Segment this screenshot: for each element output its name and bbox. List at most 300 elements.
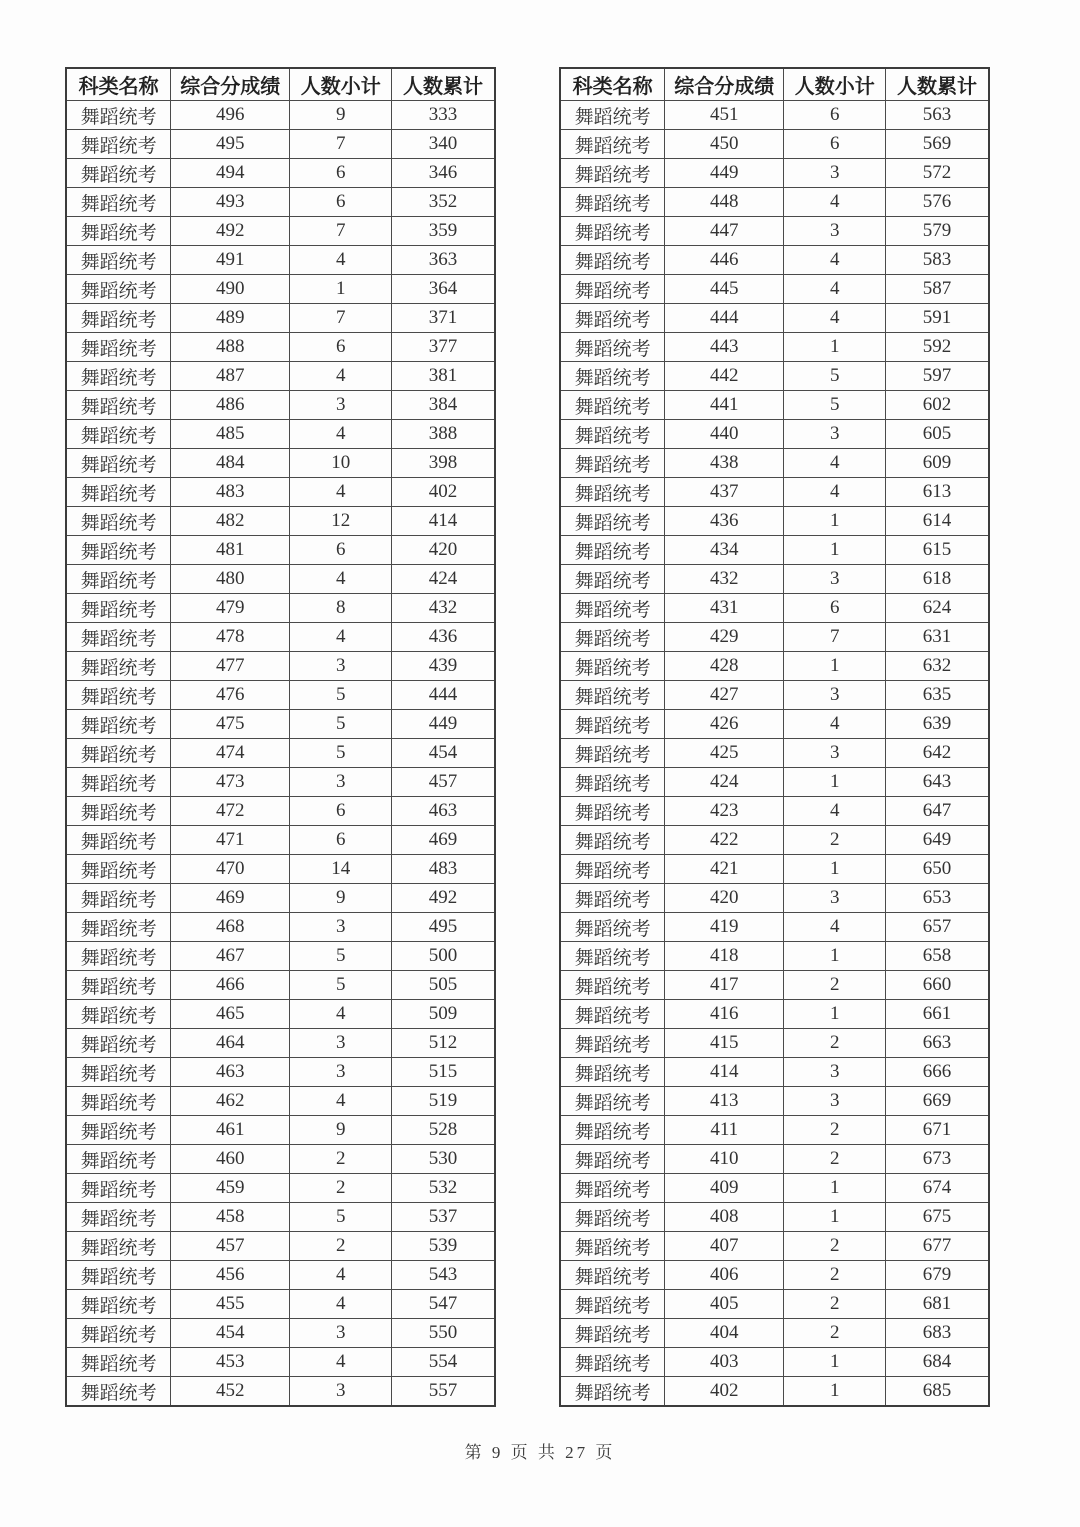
category-cell: 舞蹈统考 [66,130,171,159]
table-row [560,710,989,739]
count-cell: 1 [290,275,392,304]
category-cell: 舞蹈统考 [66,1348,171,1377]
cumulative-cell: 639 [886,710,989,739]
column-header: 科类名称 [66,68,171,101]
score-cell: 405 [665,1290,784,1319]
count-cell: 3 [290,1377,392,1407]
table-row [66,507,495,536]
count-cell: 2 [290,1145,392,1174]
count-cell: 3 [290,768,392,797]
score-cell: 404 [665,1319,784,1348]
cumulative-cell: 605 [886,420,989,449]
score-cell: 490 [171,275,290,304]
table-row [560,565,989,594]
table-row [66,1058,495,1087]
score-cell: 479 [171,594,290,623]
category-cell: 舞蹈统考 [66,449,171,478]
cumulative-cell: 371 [392,304,495,333]
category-cell: 舞蹈统考 [560,681,665,710]
count-cell: 4 [784,449,886,478]
table-row [560,1348,989,1377]
cumulative-cell: 647 [886,797,989,826]
table-row [560,1261,989,1290]
count-cell: 7 [784,623,886,652]
cumulative-cell: 624 [886,594,989,623]
count-cell: 4 [290,478,392,507]
table-row [66,942,495,971]
table-row [66,565,495,594]
category-cell: 舞蹈统考 [560,623,665,652]
category-cell: 舞蹈统考 [66,826,171,855]
table-row [66,681,495,710]
count-cell: 6 [784,130,886,159]
table-row [66,1203,495,1232]
category-cell: 舞蹈统考 [66,623,171,652]
category-cell: 舞蹈统考 [560,391,665,420]
cumulative-cell: 649 [886,826,989,855]
score-cell: 463 [171,1058,290,1087]
table-row [560,420,989,449]
score-cell: 470 [171,855,290,884]
cumulative-cell: 650 [886,855,989,884]
count-cell: 9 [290,101,392,130]
score-cell: 409 [665,1174,784,1203]
count-cell: 4 [290,1290,392,1319]
table-row [66,217,495,246]
cumulative-cell: 537 [392,1203,495,1232]
cumulative-cell: 436 [392,623,495,652]
table-row [66,1145,495,1174]
count-cell: 5 [290,739,392,768]
count-cell: 2 [784,971,886,1000]
table-row [560,1203,989,1232]
count-cell: 3 [784,159,886,188]
count-cell: 3 [290,1058,392,1087]
category-cell: 舞蹈统考 [66,565,171,594]
tables-container [65,67,990,1407]
table-row [66,652,495,681]
table-row [560,855,989,884]
cumulative-cell: 359 [392,217,495,246]
cumulative-cell: 683 [886,1319,989,1348]
cumulative-cell: 483 [392,855,495,884]
score-cell: 418 [665,942,784,971]
score-cell: 459 [171,1174,290,1203]
count-cell: 4 [784,710,886,739]
count-cell: 9 [290,1116,392,1145]
table-row [560,1174,989,1203]
score-cell: 465 [171,1000,290,1029]
cumulative-cell: 554 [392,1348,495,1377]
category-cell: 舞蹈统考 [66,362,171,391]
category-cell: 舞蹈统考 [66,768,171,797]
score-cell: 485 [171,420,290,449]
cumulative-cell: 569 [886,130,989,159]
score-cell: 415 [665,1029,784,1058]
score-cell: 428 [665,652,784,681]
cumulative-cell: 685 [886,1377,989,1407]
score-cell: 434 [665,536,784,565]
category-cell: 舞蹈统考 [560,1087,665,1116]
table-row [560,1145,989,1174]
count-cell: 5 [290,971,392,1000]
table-row [66,478,495,507]
score-cell: 464 [171,1029,290,1058]
score-cell: 427 [665,681,784,710]
score-cell: 417 [665,971,784,1000]
category-cell: 舞蹈统考 [66,217,171,246]
table-row [560,739,989,768]
count-cell: 1 [784,507,886,536]
table-row [560,1232,989,1261]
count-cell: 3 [784,884,886,913]
category-cell: 舞蹈统考 [66,1174,171,1203]
cumulative-cell: 424 [392,565,495,594]
score-cell: 414 [665,1058,784,1087]
cumulative-cell: 550 [392,1319,495,1348]
score-cell: 453 [171,1348,290,1377]
category-cell: 舞蹈统考 [560,565,665,594]
count-cell: 1 [784,768,886,797]
score-cell: 478 [171,623,290,652]
cumulative-cell: 635 [886,681,989,710]
count-cell: 3 [290,391,392,420]
column-header: 人数累计 [886,68,989,101]
cumulative-cell: 519 [392,1087,495,1116]
score-cell: 489 [171,304,290,333]
score-cell: 471 [171,826,290,855]
count-cell: 4 [784,304,886,333]
cumulative-cell: 632 [886,652,989,681]
score-cell: 422 [665,826,784,855]
category-cell: 舞蹈统考 [560,594,665,623]
cumulative-cell: 666 [886,1058,989,1087]
count-cell: 1 [784,855,886,884]
category-cell: 舞蹈统考 [560,478,665,507]
table-row [66,1116,495,1145]
count-cell: 6 [784,594,886,623]
cumulative-cell: 364 [392,275,495,304]
table-row [560,797,989,826]
cumulative-cell: 539 [392,1232,495,1261]
table-row [560,1029,989,1058]
table-row [66,536,495,565]
table-row [66,449,495,478]
score-cell: 447 [665,217,784,246]
category-cell: 舞蹈统考 [66,159,171,188]
column-header: 人数小计 [290,68,392,101]
count-cell: 4 [784,188,886,217]
table-row [560,362,989,391]
table-row [560,913,989,942]
score-cell: 442 [665,362,784,391]
cumulative-cell: 673 [886,1145,989,1174]
cumulative-cell: 515 [392,1058,495,1087]
count-cell: 4 [784,478,886,507]
count-cell: 1 [784,536,886,565]
cumulative-cell: 631 [886,623,989,652]
table-row [66,826,495,855]
cumulative-cell: 669 [886,1087,989,1116]
category-cell: 舞蹈统考 [560,1058,665,1087]
count-cell: 7 [290,130,392,159]
count-cell: 2 [784,826,886,855]
table-row [66,130,495,159]
table-row [560,246,989,275]
category-cell: 舞蹈统考 [66,1261,171,1290]
score-cell: 449 [665,159,784,188]
score-cell: 423 [665,797,784,826]
category-cell: 舞蹈统考 [66,1290,171,1319]
category-cell: 舞蹈统考 [66,275,171,304]
category-cell: 舞蹈统考 [66,681,171,710]
column-header: 综合分成绩 [665,68,784,101]
count-cell: 5 [290,1203,392,1232]
cumulative-cell: 677 [886,1232,989,1261]
count-cell: 3 [784,1058,886,1087]
table-row [66,1290,495,1319]
count-cell: 4 [290,1348,392,1377]
cumulative-cell: 563 [886,101,989,130]
count-cell: 1 [784,652,886,681]
cumulative-cell: 557 [392,1377,495,1407]
cumulative-cell: 572 [886,159,989,188]
table-row [66,623,495,652]
category-cell: 舞蹈统考 [560,652,665,681]
score-cell: 407 [665,1232,784,1261]
category-cell: 舞蹈统考 [560,449,665,478]
category-cell: 舞蹈统考 [560,855,665,884]
score-cell: 466 [171,971,290,1000]
category-cell: 舞蹈统考 [66,594,171,623]
score-cell: 429 [665,623,784,652]
category-cell: 舞蹈统考 [560,913,665,942]
table-row [66,1261,495,1290]
column-header: 综合分成绩 [171,68,290,101]
cumulative-cell: 532 [392,1174,495,1203]
count-cell: 1 [784,1174,886,1203]
count-cell: 5 [290,710,392,739]
category-cell: 舞蹈统考 [66,739,171,768]
table-row [66,275,495,304]
category-cell: 舞蹈统考 [66,710,171,739]
table-row [560,826,989,855]
table-row [560,623,989,652]
category-cell: 舞蹈统考 [66,188,171,217]
cumulative-cell: 660 [886,971,989,1000]
category-cell: 舞蹈统考 [560,333,665,362]
count-cell: 6 [784,101,886,130]
score-cell: 477 [171,652,290,681]
table-row [66,391,495,420]
score-cell: 445 [665,275,784,304]
count-cell: 1 [784,1377,886,1407]
table-row [560,536,989,565]
cumulative-cell: 398 [392,449,495,478]
score-cell: 413 [665,1087,784,1116]
score-cell: 469 [171,884,290,913]
table-row [560,304,989,333]
count-cell: 5 [290,942,392,971]
category-cell: 舞蹈统考 [560,971,665,1000]
table-row [560,275,989,304]
score-cell: 436 [665,507,784,536]
table-row [560,884,989,913]
score-cell: 473 [171,768,290,797]
count-cell: 6 [290,826,392,855]
cumulative-cell: 547 [392,1290,495,1319]
cumulative-cell: 643 [886,768,989,797]
category-cell: 舞蹈统考 [560,217,665,246]
category-cell: 舞蹈统考 [560,1116,665,1145]
table-row [66,1232,495,1261]
table-row [66,1087,495,1116]
category-cell: 舞蹈统考 [66,855,171,884]
score-cell: 472 [171,797,290,826]
score-cell: 419 [665,913,784,942]
count-cell: 10 [290,449,392,478]
category-cell: 舞蹈统考 [560,507,665,536]
table-row [66,855,495,884]
category-cell: 舞蹈统考 [560,797,665,826]
category-cell: 舞蹈统考 [66,942,171,971]
cumulative-cell: 543 [392,1261,495,1290]
score-cell: 487 [171,362,290,391]
cumulative-cell: 609 [886,449,989,478]
category-cell: 舞蹈统考 [66,246,171,275]
table-row [560,652,989,681]
category-cell: 舞蹈统考 [66,1116,171,1145]
cumulative-cell: 340 [392,130,495,159]
table-row [66,1029,495,1058]
score-cell: 448 [665,188,784,217]
count-cell: 3 [784,217,886,246]
table-row [66,246,495,275]
table-row [560,188,989,217]
score-cell: 437 [665,478,784,507]
count-cell: 1 [784,333,886,362]
table-row [66,1348,495,1377]
count-cell: 5 [784,391,886,420]
score-cell: 455 [171,1290,290,1319]
category-cell: 舞蹈统考 [560,884,665,913]
score-cell: 458 [171,1203,290,1232]
count-cell: 2 [784,1290,886,1319]
cumulative-cell: 615 [886,536,989,565]
table-row [66,884,495,913]
score-cell: 451 [665,101,784,130]
score-cell: 444 [665,304,784,333]
count-cell: 3 [784,1087,886,1116]
category-cell: 舞蹈统考 [66,507,171,536]
score-cell: 425 [665,739,784,768]
score-cell: 483 [171,478,290,507]
cumulative-cell: 663 [886,1029,989,1058]
count-cell: 3 [784,681,886,710]
column-header: 人数小计 [784,68,886,101]
score-cell: 467 [171,942,290,971]
count-cell: 2 [784,1116,886,1145]
table-row [560,1000,989,1029]
count-cell: 6 [290,333,392,362]
cumulative-cell: 684 [886,1348,989,1377]
score-cell: 482 [171,507,290,536]
category-cell: 舞蹈统考 [560,304,665,333]
category-cell: 舞蹈统考 [66,478,171,507]
score-cell: 454 [171,1319,290,1348]
category-cell: 舞蹈统考 [560,362,665,391]
category-cell: 舞蹈统考 [560,1029,665,1058]
count-cell: 4 [290,420,392,449]
score-cell: 494 [171,159,290,188]
category-cell: 舞蹈统考 [560,1348,665,1377]
table-row [560,1319,989,1348]
cumulative-cell: 449 [392,710,495,739]
count-cell: 5 [290,681,392,710]
category-cell: 舞蹈统考 [560,1377,665,1407]
score-cell: 450 [665,130,784,159]
count-cell: 6 [290,797,392,826]
score-cell: 475 [171,710,290,739]
table-row [66,913,495,942]
count-cell: 1 [784,1000,886,1029]
cumulative-cell: 528 [392,1116,495,1145]
header-row [560,68,989,101]
count-cell: 4 [290,565,392,594]
count-cell: 8 [290,594,392,623]
cumulative-cell: 583 [886,246,989,275]
count-cell: 2 [784,1029,886,1058]
score-cell: 438 [665,449,784,478]
count-cell: 6 [290,536,392,565]
cumulative-cell: 613 [886,478,989,507]
score-cell: 481 [171,536,290,565]
count-cell: 3 [784,565,886,594]
table-row [560,971,989,1000]
category-cell: 舞蹈统考 [560,275,665,304]
table-row [66,159,495,188]
table-row [66,739,495,768]
cumulative-cell: 388 [392,420,495,449]
cumulative-cell: 500 [392,942,495,971]
cumulative-cell: 439 [392,652,495,681]
cumulative-cell: 381 [392,362,495,391]
score-cell: 406 [665,1261,784,1290]
score-cell: 403 [665,1348,784,1377]
count-cell: 3 [290,1029,392,1058]
category-cell: 舞蹈统考 [560,101,665,130]
cumulative-cell: 587 [886,275,989,304]
category-cell: 舞蹈统考 [560,420,665,449]
cumulative-cell: 495 [392,913,495,942]
score-cell: 410 [665,1145,784,1174]
count-cell: 4 [290,1087,392,1116]
table-row [560,478,989,507]
score-cell: 486 [171,391,290,420]
score-cell: 484 [171,449,290,478]
category-cell: 舞蹈统考 [560,159,665,188]
category-cell: 舞蹈统考 [66,884,171,913]
cumulative-cell: 661 [886,1000,989,1029]
score-cell: 426 [665,710,784,739]
column-header: 科类名称 [560,68,665,101]
column-header: 人数累计 [392,68,495,101]
table-row [66,1377,495,1407]
category-cell: 舞蹈统考 [560,188,665,217]
table-row [66,710,495,739]
cumulative-cell: 530 [392,1145,495,1174]
cumulative-cell: 579 [886,217,989,246]
